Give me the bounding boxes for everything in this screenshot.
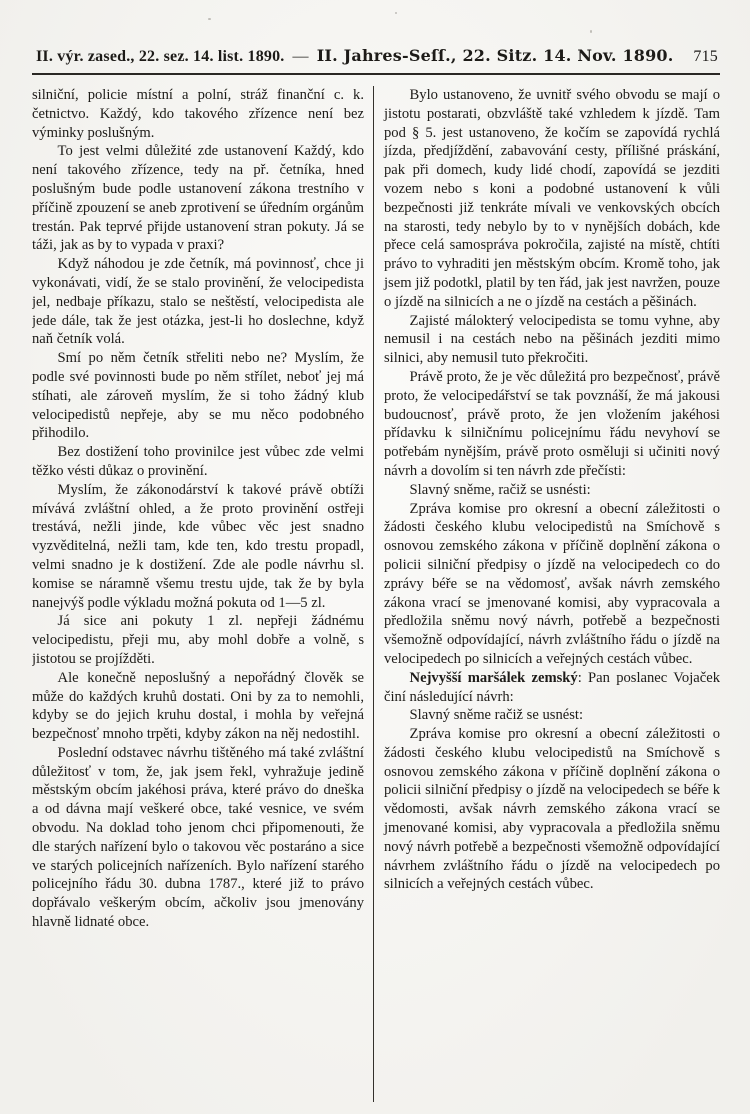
text-run: silniční, policie místní a polní, stráž finanční c. k. četnictvo. Každý, kdo takového zřízence není bez výminky poslušným. <box>32 87 364 141</box>
scan-speck <box>395 12 397 14</box>
page-number: 715 <box>693 48 718 65</box>
paragraph <box>32 255 364 349</box>
paragraph <box>384 669 720 707</box>
text-run: Bez dostižení toho provinilce jest vůbec zde velmi těžko vésti důkaz o provinění. <box>32 444 364 479</box>
paragraph <box>32 86 364 142</box>
text-run: Slavný sněme račiž se usnést: <box>409 707 584 724</box>
right-column <box>374 86 720 1102</box>
header-separator: — <box>292 48 309 65</box>
paragraph <box>32 744 364 932</box>
text-run: Bylo ustanoveno, že uvnitř svého obvodu se mají o jistotu postarati, obzvláště také vzhledem k jízdě. Tam pod § 5. jest ustanoveno, že kočím se zapovídá rychlá jízda, předjíždění, zabavování cesty, přílišné práskání, pak při domech, kudy lidé chodí, zapovídá se jezditi vozem nebo s koni a podobné ustanovení k vůli bezpečnosti již tenkráte mívali ve venkovských obcích na starosti, tedy nebylo by to v nynějších dobách, kde přece celá samospráva pokročila, zajisté na místě, chtíti právo to vyhraditi jen městským obcím. Kromě toho, jak jsem již podotkl, platil by ten řád, jak jest navržen, pouze o jízdě na silnicích a ne o jízdě na cestách a pěšinách. <box>384 87 720 310</box>
text-run: Poslední odstavec návrhu tištěného má také zvláštní důležitosť v tom, že, jak jsem řekl, vyhražuje jedině městským obcím jakéhosi práva, které právo do dneška a od dávna mají veškeré obce, také vesnice, ve svém obvodu. Na doklad toho jenom chci připomenouti, že dle starých nařízení bylo o takovou věc postaráno a sice ve starých policejních nařízeních. Bylo nařízení starého policejního řádu 30. dubna 1787., které již to právo dopřávalo veškerým obcím, ačkoliv jsou jmenovány hlavně lidnaté obce. <box>32 744 364 931</box>
text-columns <box>32 86 720 1102</box>
text-run: Slavný sněme, račiž se usnésti: <box>409 481 591 498</box>
text-run: Zpráva komise pro okresní a obecní záležitosti o žádosti českého klubu velocipedistů na Smíchově s osnovou zemského zákona v příčině doplnění zákona o policii silniční předpisy o jízdě na velocipedech se béře k vědomosti, avšak návrh zemského zákona vrací se jmenované komisi, aby vypracovala a předložila sněmu nový návrh potřebě a bezpečnosti všemožně odpovídající návrhem zvláštního řádu o jízdě na velocipedech po silnicích a veřejných cestách vůbec. <box>384 726 720 893</box>
paragraph <box>32 142 364 255</box>
paragraph <box>384 86 720 312</box>
paragraph <box>32 481 364 613</box>
text-run: To jest velmi důležité zde ustanovení Každý, kdo není takového zřízence, tedy na př. četníka, hned poslušným bude podle ustanovení zákona trestního v příčině zpouzení se aneb zprotivení se úředním orgánům trestán. Pak teprvé přijde ustanovení stran pokuty. Já se táži, jak as by to vypada v praxi? <box>32 143 364 254</box>
scan-speck <box>590 30 592 33</box>
paragraph <box>32 443 364 481</box>
text-run: Myslím, že zákonodárství k takové právě obtíži mívává zvláštní ohled, a že proto provinění ostřeji trestává, nežli jinde, kde vůbec věc jest snadno vyzvěditelná, nežli tam, kde ten, kdo trestu propadl, velmi snadno je k dostižení. Zde ale podle návrhu sl. komise se náramně všemu trestu ujde, tak že by byla nanejvýš podle výkladu možná pokuta od 1—5 zl. <box>32 481 364 611</box>
text-run: : Pan poslanec Vojaček činí následující návrh: <box>384 669 720 705</box>
paragraph <box>32 669 364 744</box>
scan-speck <box>208 18 211 20</box>
text-run: Zajisté málokterý velocipedista se tomu vyhne, aby nemusil i na cestách nebo na pěšinách jezditi mimo silnici, aby nemusil tuto překročiti. <box>384 312 720 367</box>
speaker-name: Nejvyšší maršálek zemský <box>409 669 578 686</box>
text-run: Právě proto, že je věc důležitá pro bezpečnosť, právě proto, že velocipedářství se tak povznáší, že má jakousi budoucnosť, právě proto, že jen vložením jakéhosi přídavku k silničnímu policejnímu řádu nevyhoví se potřebám nynějším, právě proto osměluji si učiniti nový návrh a dovolím si ten návrh zde přečísti: <box>384 368 720 479</box>
session-label-czech: II. výr. zased., 22. sez. 14. list. 1890. <box>36 48 285 65</box>
paragraph <box>384 481 720 500</box>
paragraph <box>384 725 720 894</box>
paragraph <box>384 500 720 669</box>
text-run: Zpráva komise pro okresní a obecní záležitosti o žádosti českého klubu velocipedistů na Smíchově s osnovou zemského zákona v příčině doplnění zákona o policii silniční předpisy o jízdě na velocipedech co do zprávy béře se na vědomosť, avšak návrh zemského zákona vrací se jmenované komisi, aby vypracovala a předložila sněmu nový návrh, potřebě a bezpečnosti všemožně odpovídající, návrh zvláštního řádu o jízdě na velocipedech po silnicích a veřejných cestách vůbec. <box>384 500 720 667</box>
paragraph <box>32 612 364 668</box>
paragraph <box>384 368 720 481</box>
text-run: Když náhodou je zde četník, má povinnosť, chce ji vykonávati, vidí, že se stalo provinění, že velocipedista jel, nedbaje příkazu, stalo se neštěstí, velocipedista ale jede dále, tak že jest otázka, jest-li ho doslechne, když naň četník volá. <box>32 256 364 348</box>
header-rule <box>32 73 720 75</box>
left-column <box>32 86 373 1102</box>
paragraph <box>384 312 720 368</box>
session-label-german: II. Jahres-Seſſ., 22. Sitz. 14. Nov. 1890. <box>316 46 674 65</box>
paragraph <box>384 706 720 725</box>
page-header <box>32 46 720 66</box>
paragraph <box>32 349 364 443</box>
text-run: Ale konečně neposlušný a nepořádný člověk se může do každých kruhů dostati. Oni by za to nemohli, kdyby se do jejich kruhu dostal, i mohla by veřejná bezpečnosť mnoho trpěti, kdyby zákon na něj nedostihl. <box>32 669 364 743</box>
text-run: Já sice ani pokuty 1 zl. nepřeji žádnému velocipedistu, přeji mu, aby mohl dobře a volně, s jistotou se projížděti. <box>32 613 364 667</box>
text-run: Smí po něm četník střeliti nebo ne? Myslím, že podle své povinnosti bude po něm střílet, neboť jej má stíhati, ale zároveň myslím, že si toho žádný klub velocipedistů nepřeje, aby se mu něco podobného přihodilo. <box>32 350 364 442</box>
